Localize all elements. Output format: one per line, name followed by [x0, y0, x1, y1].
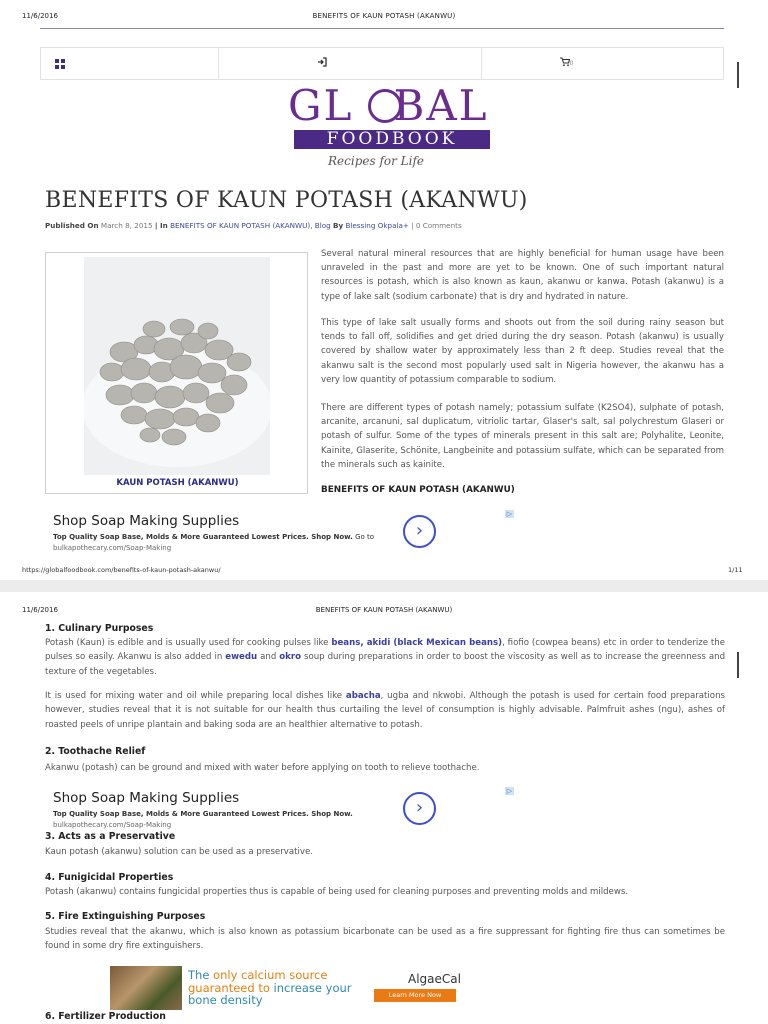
ad-arrow-button[interactable]: [403, 792, 436, 825]
banner-image: [110, 966, 182, 1010]
ad-description: Top Quality Soap Base, Molds & More Guaranteed Lowest Prices. Shop Now.: [53, 810, 353, 818]
ewedu-link[interactable]: ewedu: [225, 652, 258, 663]
section-heading-preservative: 3. Acts as a Preservative: [45, 831, 176, 842]
fungicidal-text: Potash (akanwu) contains fungicidal properties thus is capable of being used for cleaning purposes and preventing molds and mildews.: [45, 887, 629, 897]
okro-link[interactable]: okro: [279, 652, 302, 663]
figure-caption: KAUN POTASH (AKANWU): [116, 478, 239, 488]
section-heading-fire: 5. Fire Extinguishing Purposes: [45, 911, 206, 922]
intro-paragraph-3: There are different types of potash namely; potassium sulfate (K2SO4), sulphate of potash, arcanite, arcanuni, sal duplicatum, vitriolic tartar, Glaser's salt, sal polychrestum Glaseri or potash of sulfur. Some of the types of minerals present in this salt are; Polyhalite, Leonite, Kainite, Glaserite, Schönite, Langbeinite and potassium sulfate, which can be separated from the minerals such as kainite.: [321, 403, 724, 470]
cart-icon: [560, 57, 570, 70]
comments-link[interactable]: | 0 Comments: [411, 221, 462, 230]
page-edge-mark: [737, 62, 739, 88]
logo-band: FOODBOOK: [294, 130, 490, 149]
ad-url[interactable]: bulkapothecary.com/Soap-Making: [53, 821, 172, 829]
section-heading-culinary: 1. Culinary Purposes: [45, 623, 154, 634]
print-title: BENEFITS OF KAUN POTASH (AKANWU): [315, 606, 453, 614]
logo-tagline: Recipes for Life: [328, 154, 425, 168]
section-heading-toothache: 2. Toothache Relief: [45, 746, 146, 757]
chevron-right-icon: ›: [415, 797, 424, 818]
sign-in-icon: [317, 57, 327, 70]
site-logo[interactable]: [288, 81, 494, 173]
culinary-paragraph-1: Potash (Kaun) is edible and is usually used for cooking pulses like beans, akidi (black Mexican beans), fiofio (cowpea beans) etc in order to tenderize the pulses so easily. Akanwu is also added in ewedu and okro soup during preparations in order to boost the viscosity as well as to increase the greenness and texture of the vegetables.: [45, 638, 726, 677]
banner-brand: AlgaeCal: [408, 972, 461, 986]
intro-paragraph-2: This type of lake salt usually forms and shoots out from the soil during rainy season but tends to fall off, solidifies and get dried during the dry season. Potash (akanwu) is usually covered by shallow water by approximately less than 2 ft deep. Studies reveal that the akanwu salt is the second most popularly used salt in Nigeria however, the akanwu has a very low quantity of potassium comparable to sodium.: [321, 318, 724, 385]
globe-icon: [368, 89, 402, 123]
article-figure: [45, 252, 308, 494]
top-nav: [40, 47, 724, 80]
banner-text: The only calcium source guaranteed to increase your bone density: [188, 968, 352, 1007]
login-button[interactable]: [219, 48, 481, 79]
category-link[interactable]: BENEFITS OF KAUN POTASH (AKANWU),: [170, 221, 313, 230]
ad-description: Top Quality Soap Base, Molds & More Guaranteed Lowest Prices. Shop Now. Go to: [53, 533, 375, 541]
section-heading-fertilizer: 6. Fertilizer Production: [45, 1011, 166, 1022]
page-url: https://globalfoodbook.com/benefits-of-kaun-potash-akanwu/: [22, 566, 221, 574]
print-header: [0, 12, 768, 32]
author-link[interactable]: Blessing Okpala+: [345, 221, 409, 230]
learn-more-button[interactable]: Learn More Now: [374, 989, 456, 1002]
adchoices-icon[interactable]: ▷: [506, 787, 513, 795]
article-meta: Published On March 8, 2015 | In BENEFITS OF KAUN POTASH (AKANWU), Blog By Blessing Okpala+ | 0 Comments: [45, 221, 462, 230]
blog-link[interactable]: Blog: [314, 221, 331, 230]
print-date: 11/6/2016: [22, 606, 58, 614]
abacha-link[interactable]: abacha: [345, 691, 381, 701]
cart-button[interactable]: [482, 48, 723, 79]
ad-arrow-button[interactable]: [403, 515, 436, 548]
chevron-right-icon: ›: [415, 520, 424, 541]
ad-title[interactable]: Shop Soap Making Supplies: [53, 513, 240, 529]
banner-ad[interactable]: [110, 966, 461, 1010]
benefits-subheading: BENEFITS OF KAUN POTASH (AKANWU): [321, 485, 515, 495]
page-2: [0, 592, 768, 1024]
logo-wordmark: GL BAL: [288, 81, 489, 130]
fire-text: Studies reveal that the akanwu, which is also known as potassium bicarbonate can be used as a fire suppressant for fighting fire thus can sometimes be found in some dry fire extinguishers.: [45, 927, 725, 952]
page-edge-mark: [737, 652, 739, 678]
header-divider: [40, 28, 724, 29]
article-title: BENEFITS OF KAUN POTASH (AKANWU): [45, 188, 528, 213]
intro-paragraph-1: Several natural mineral resources that are highly beneficial for human usage have been unraveled in the past and more are yet to be known. One of such important natural resources is potash, which is also known as kaun, akanwu or kanwa. Potash (akanwu) is a type of lake salt (sodium carbonate) that is dry and hydrated in nature.: [321, 249, 724, 302]
print-date: 11/6/2016: [22, 12, 58, 20]
print-title: BENEFITS OF KAUN POTASH (AKANWU): [312, 12, 456, 20]
ad-unit[interactable]: [45, 510, 525, 561]
page-number: 1/11: [728, 566, 743, 574]
menu-button[interactable]: [41, 48, 219, 79]
beans-link[interactable]: beans, akidi (black Mexican beans): [331, 638, 503, 648]
culinary-paragraph-2: It is used for mixing water and oil while preparing local dishes like abacha, ugba and nkwobi. Although the potash is used for certain food preparations however, studies reveal that it is not suitable for our health thus curtailing the level of consumption is highly advisable. Palmfruit ashes (ngu), ashes of roasted peels of unripe plantain and baking soda are an healthier alternative to potash.: [45, 691, 725, 730]
potash-image: [84, 257, 270, 475]
toothache-text: Akanwu (potash) can be ground and mixed with water before applying on tooth to relieve toothache.: [45, 763, 480, 773]
publish-date: March 8, 2015: [100, 221, 153, 230]
adchoices-icon[interactable]: ▷: [506, 510, 513, 518]
grid-menu-icon: [55, 59, 65, 69]
section-heading-fungicidal: 4. Funigicidal Properties: [45, 872, 174, 883]
ad-url[interactable]: bulkapothecary.com/Soap-Making: [53, 544, 172, 552]
preservative-text: Kaun potash (akanwu) solution can be used as a preservative.: [45, 847, 313, 857]
cart-count: 0: [569, 60, 574, 67]
ad-title[interactable]: Shop Soap Making Supplies: [53, 790, 240, 806]
